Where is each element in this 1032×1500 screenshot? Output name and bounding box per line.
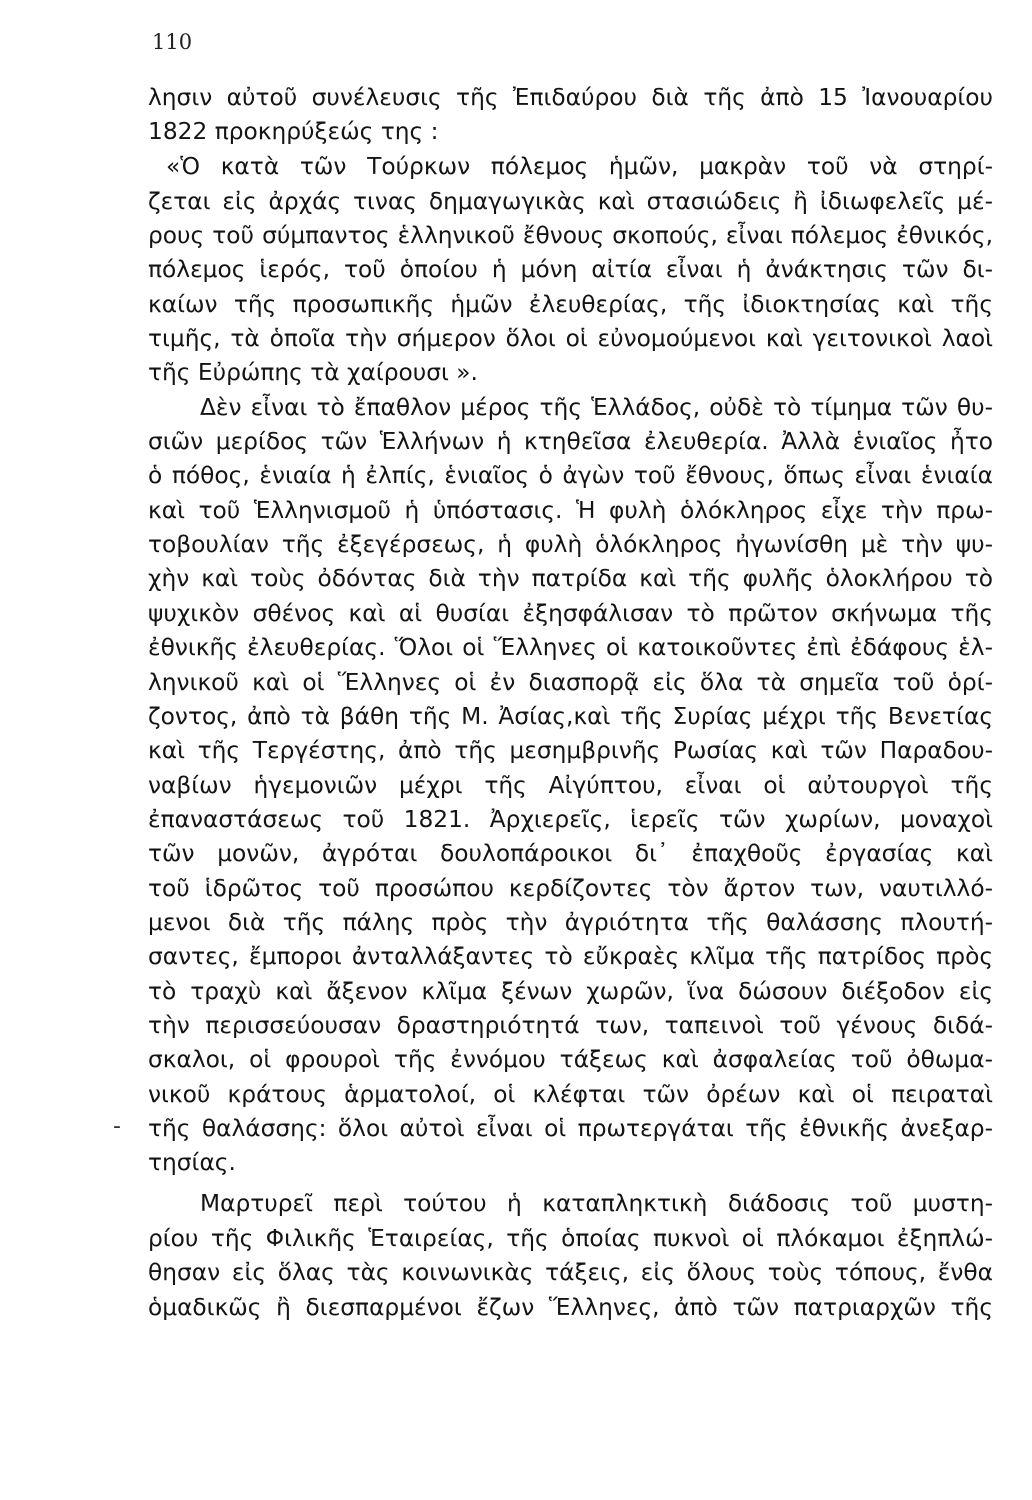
text-line: τοβουλίαν τῆς ἐξεγέρσεως, ἡ φυλὴ ὁλόκληρος ἠγωνίσθη μὲ τὴν ψυ- [148,531,993,558]
text-line: ρους τοῦ σύμπαντος ἑλληνικοῦ ἔθνους σκοπούς, εἶναι πόλεμος ἐθνικός, [148,222,993,249]
text-line: σαντες, ἔμποροι ἀνταλλάξαντες τὸ εὔκραὲς κλῖμα τῆς πατρίδος πρὸς [148,943,993,970]
text-line: τῆς Εὐρώπης τὰ χαίρουσι ». [148,359,478,386]
paragraph-start-line: Μαρτυρεῖ περὶ τούτου ἡ καταπληκτικὴ διάδοσις τοῦ μυστη- [200,1190,993,1217]
text-line: ὁ πόθος, ἑνιαία ἡ ἐλπίς, ἑνιαῖος ὁ ἀγὼν τοῦ ἔθνους, ὅπως εἶναι ἑνιαία [148,462,993,489]
text-line: ψυχικὸν σθένος καὶ αἱ θυσίαι ἐξησφάλισαν τὸ πρῶτον σκήνωμα τῆς [148,600,993,627]
text-line: ζοντος, ἀπὸ τὰ βάθη τῆς Μ. Ἀσίας,καὶ τῆς Συρίας μέχρι τῆς Βενετίας [148,703,993,730]
text-line: καὶ τῆς Τεργέστης, ἀπὸ τῆς μεσημβρινῆς Ρωσίας καὶ τῶν Παραδου- [148,737,993,764]
text-line: σιῶν μερίδος τῶν Ἑλλήνων ἡ κτηθεῖσα ἐλευθερία. Ἀλλὰ ἑνιαῖος ἦτο [148,428,993,455]
text-line: μενοι διὰ τῆς πάλης πρὸς τὴν ἀγριότητα τῆς θαλάσσης πλουτή- [148,909,993,936]
text-line: νικοῦ κράτους ἁρματολοί, οἱ κλέφται τῶν ὀρέων καὶ οἱ πειραταὶ [148,1081,993,1108]
paragraph-start-line: Δὲν εἶναι τὸ ἔπαθλον μέρος τῆς Ἑλλάδος, οὐδὲ τὸ τίμημα τῶν θυ- [200,394,993,421]
text-line: ἐθνικῆς ἐλευθερίας. Ὅλοι οἱ Ἕλληνες οἱ κατοικοῦντες ἐπὶ ἐδάφους ἑλ- [148,634,993,661]
text-line: σκαλοι, οἱ φρουροὶ τῆς ἐννόμου τάξεως καὶ ἀσφαλείας τοῦ ὀθωμα- [148,1046,993,1073]
text-line: πόλεμος ἱερός, τοῦ ὁποίου ἡ μόνη αἰτία εἶναι ἡ ἀνάκτησις τῶν δι- [148,256,993,283]
text-line: τοῦ ἱδρῶτος τοῦ προσώπου κερδίζοντες τὸν ἄρτον των, ναυτιλλό- [148,875,993,902]
page-number: 110 [152,30,193,54]
text-line: ἐπαναστάσεως τοῦ 1821. Ἀρχιερεῖς, ἱερεῖς τῶν χωρίων, μοναχοὶ [148,806,993,833]
text-line: τιμῆς, τὰ ὁποῖα τὴν σήμερον ὅλοι οἱ εὐνομούμενοι καὶ γειτονικοὶ λαοὶ [148,325,993,352]
text-line: καὶ τοῦ Ἑλληνισμοῦ ἡ ὑπόστασις. Ἡ φυλὴ ὁλόκληρος εἶχε τὴν πρω- [148,497,993,524]
text-line: χὴν καὶ τοὺς ὀδόντας διὰ τὴν πατρίδα καὶ τῆς φυλῆς ὁλοκλήρου τὸ [148,565,993,592]
text-line: τῶν μονῶν, ἀγρόται δουλοπάροικοι δι᾽ ἐπαχθοῦς ἐργασίας καὶ [148,840,993,867]
text-line: τὸ τραχὺ καὶ ἄξενον κλῖμα ξένων χωρῶν, ἵνα δώσουν διέξοδον εἰς [148,978,993,1005]
text-line: τησίας. [148,1149,236,1176]
margin-mark: - [113,1114,121,1139]
text-line: καίων τῆς προσωπικῆς ἡμῶν ἐλευθερίας, τῆς ἰδιοκτησίας καὶ τῆς [148,291,993,318]
text-line: θησαν εἰς ὅλας τὰς κοινωνικὰς τάξεις, εἰς ὅλους τοὺς τόπους, ἔνθα [148,1259,993,1286]
text-line: τῆς θαλάσσης: ὅλοι αὐτοὶ εἶναι οἱ πρωτεργάται τῆς ἐθνικῆς ἀνεξαρ- [148,1115,993,1142]
text-line: ζεται εἰς ἀρχάς τινας δημαγωγικὰς καὶ στασιώδεις ἢ ἰδιωφελεῖς μέ- [148,188,993,215]
text-line: ληνικοῦ καὶ οἱ Ἕλληνες οἱ ἐν διασπορᾷ εἰς ὅλα τὰ σημεῖα τοῦ ὁρί- [148,669,993,696]
text-line: ναβίων ἡγεμονιῶν μέχρι τῆς Αἰγύπτου, εἶναι οἱ αὐτουργοὶ τῆς [148,772,993,799]
text-line: ρίου τῆς Φιλικῆς Ἑταιρείας, τῆς ὁποίας πυκνοὶ οἱ πλόκαμοι ἐξηπλώ- [148,1225,993,1252]
text-line: ὁμαδικῶς ἢ διεσπαρμένοι ἔζων Ἕλληνες, ἀπὸ τῶν πατριαρχῶν τῆς [148,1294,993,1321]
text-line: λησιν αὐτοῦ συνέλευσις τῆς Ἐπιδαύρου διὰ τῆς ἀπὸ 15 Ἰανουαρίου [148,84,993,111]
text-line: τὴν περισσεύουσαν δραστηριότητά των, ταπεινοὶ τοῦ γένους διδά- [148,1012,993,1039]
quote-start-line: «Ὁ κατὰ τῶν Τούρκων πόλεμος ἡμῶν, μακρὰν τοῦ νὰ στηρί- [166,153,993,180]
text-line: 1822 προκηρύξεώς της : [148,118,439,145]
